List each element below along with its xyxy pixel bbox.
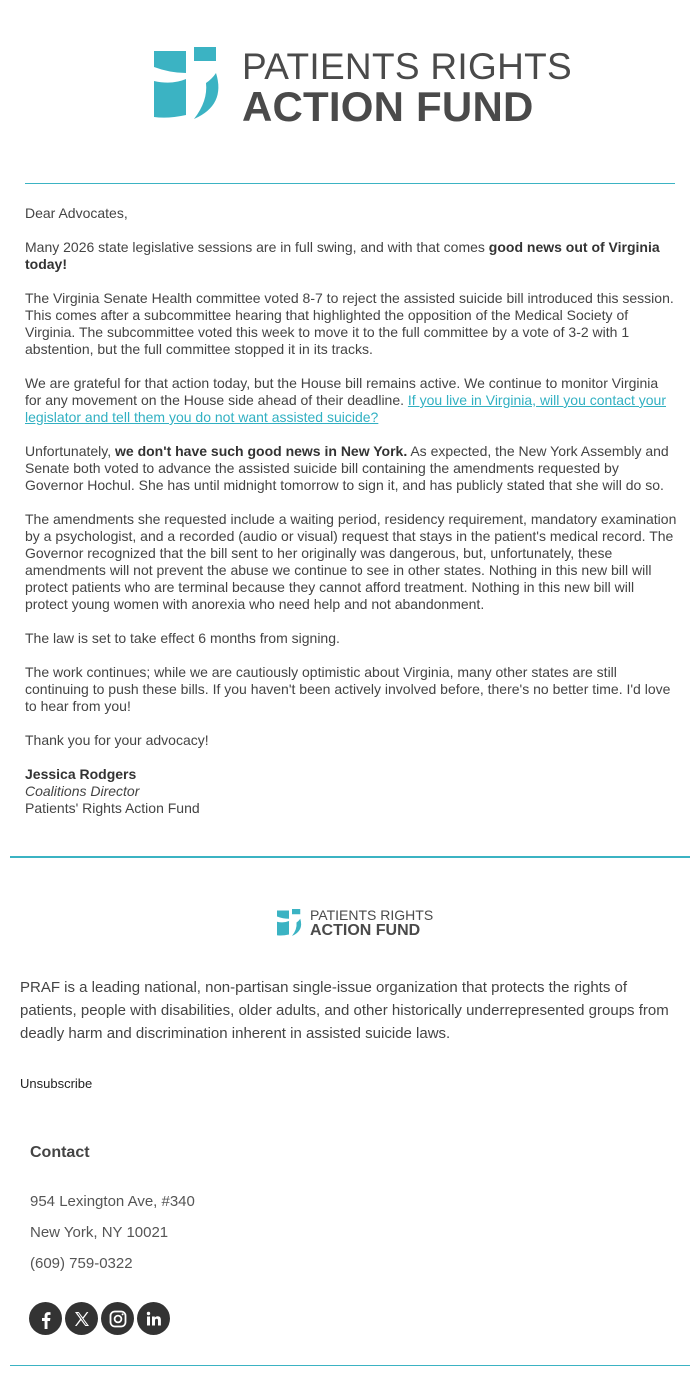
linkedin-icon[interactable] [137,1302,170,1335]
facebook-icon[interactable] [29,1302,62,1335]
address-line-1: 954 Lexington Ave, #340 [30,1193,195,1210]
paragraph-4 [25,443,677,494]
paragraph-3 [25,375,677,426]
paragraph-1 [25,239,677,273]
bottom-divider [10,1365,690,1366]
instagram-icon[interactable] [101,1302,134,1335]
paragraph-6: The law is set to take effect 6 months from signing. [25,630,340,646]
header-divider [25,183,675,184]
address-line-2: New York, NY 10021 [30,1224,169,1241]
paragraph-1-bold: good news out of Virginia today! [25,239,660,272]
paragraph-3-text: We are grateful for that action today, but the House bill remains active. We continue to monitor Virginia for any movement on the House side ahead of their deadline. [25,375,659,408]
footer-logo[interactable] [277,907,434,940]
paragraph-8: Thank you for your advocacy! [25,732,209,748]
paragraph-2: The Virginia Senate Health committee voted 8-7 to reject the assisted suicide bill introduced this session. This comes after a subcommittee hearing that highlighted the opposition of the Medical Society of Virginia. The subcommittee voted this week to move it to the full committee by a vote of 3-2 with 1 abstention, but the full committee stopped it in its tracks. [25,290,674,357]
logo-mark-icon [154,45,234,121]
x-icon[interactable] [65,1302,98,1335]
logo-text-bottom: ACTION FUND [242,83,534,130]
unsubscribe-link[interactable]: Unsubscribe [20,1076,93,1091]
footer-logo-mark-icon [277,908,307,937]
letter-body [25,205,677,834]
social-links [29,1302,170,1336]
paragraph-4-bold: we don't have such good news in New York. [115,443,408,459]
header-logo[interactable] [154,45,572,130]
paragraph-4-text: As expected, the New York Assembly and Senate both voted to advance the assisted suicide bill containing the amendments requested by Governor Hochul. She has until midnight tomorrow to sign it, and has publicly stated that she will do so. [25,443,669,493]
paragraph-7: The work continues; while we are cautiously optimistic about Virginia, many other states are still continuing to push these bills. If you haven't been actively involved before, there's no better time. I'd love to hear from you! [25,664,671,714]
footer-divider [10,856,690,858]
footer-logo-text-bottom: ACTION FUND [310,922,421,939]
paragraph-1-text: Many 2026 state legislative sessions are in full swing, and with that comes [25,239,489,255]
paragraph-5: The amendments she requested include a waiting period, residency requirement, mandatory examination by a psychologist, and a recorded (audio or visual) request that stays in the patient's medical record. The Governor recognized that the bill sent to her originally was dangerous, but, unfortunately, these amendments will not prevent the abuse we continue to see in other states. Nothing in this new bill will protect patients who are terminal because they cannot afford treatment. Nothing in this new bill will protect young women with anorexia who need help and not abandonment. [25,511,677,612]
signature-org: Patients' Rights Action Fund [25,800,200,816]
logo-text-top: PATIENTS RIGHTS [242,46,572,87]
phone-number: (609) 759-0322 [30,1255,133,1272]
signature [25,766,677,817]
contact-legislator-link[interactable]: If you live in Virginia, will you contact your legislator and tell them you do not want assisted suicide? [25,392,667,425]
paragraph-4-pre: Unfortunately, [25,443,116,459]
footer-logo-text-top: PATIENTS RIGHTS [310,907,434,923]
greeting: Dear Advocates, [25,205,128,221]
about-text: PRAF is a leading national, non-partisan single-issue organization that protects the rights of patients, people with disabilities, older adults, and other historically underrepresented groups from deadly harm and discrimination inherent in assisted suicide laws. [20,979,669,1042]
signature-name: Jessica Rodgers [25,766,137,782]
contact-heading: Contact [30,1144,90,1161]
signature-title: Coalitions Director [25,783,140,799]
